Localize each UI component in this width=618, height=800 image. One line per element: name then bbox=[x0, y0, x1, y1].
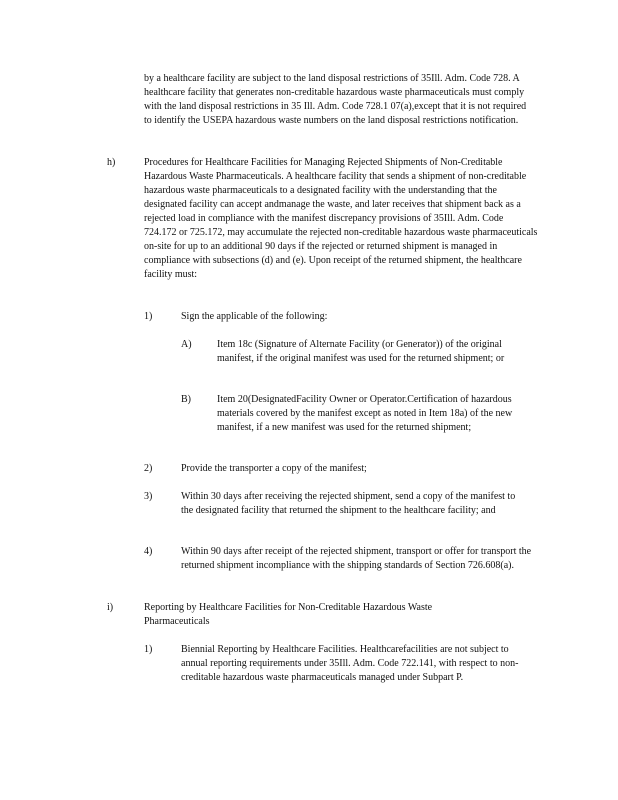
item-4-text: Within 90 days after receipt of the rejected shipment, transport or offer for transport the returned shipment incompliance with the shipping standards of Section 726.608(a). bbox=[181, 546, 532, 571]
intro-paragraph: by a healthcare facility are subject to the land disposal restrictions of 35Ill. Adm. Code 728. A healthcare facility that generates non-creditable hazardous waste pharmaceuticals must comply with the land disposal restrictions in 35 Ill. Adm. Code 728.1 07(a),except that it is not required to identify the USEPA hazardous waste numbers on the land disposal restrictions notification. bbox=[144, 73, 527, 126]
item-1-text: Sign the applicable of the following: bbox=[181, 311, 328, 322]
item-4-label: 4) bbox=[144, 546, 153, 557]
item-1-label: 1) bbox=[144, 311, 153, 322]
subitem-a-text: Item 18c (Signature of Alternate Facility (or Generator)) of the original manifest, if the original manifest was used for the returned shipment; or bbox=[217, 339, 505, 364]
subitem-a-label: A) bbox=[181, 339, 192, 350]
subitem-b-text: Item 20(DesignatedFacility Owner or Operator.Certification of hazardous materials covered by the manifest except as noted in Item 18a) of the new manifest, if a new manifest was used for the returned shipment; bbox=[217, 394, 513, 433]
subitem-b-label: B) bbox=[181, 394, 191, 405]
section-i-item-1-label: 1) bbox=[144, 644, 153, 655]
item-3-label: 3) bbox=[144, 491, 153, 502]
section-i-item-1-text: Biennial Reporting by Healthcare Facilities. Healthcarefacilities are not subject to annual reporting requirements under 35Ill. Adm. Code 722.141, with respect to non-creditable hazardous waste pharmaceuticals managed under Subpart P. bbox=[181, 644, 519, 683]
section-h-text: Procedures for Healthcare Facilities for Managing Rejected Shipments of Non-Creditable Hazardous Waste Pharmaceuticals. A healthcare facility that sends a shipment of non-creditable hazardous waste pharmaceuticals to a designated facility with the understanding that the designated facility can accept andmanage the waste, and later receives that shipment back as a rejected load in compliance with the manifest discrepancy provisions of 35Ill. Adm. Code 724.172 or 725.172, may accumulate the rejected non-creditable hazardous waste pharmaceuticals on-site for up to an additional 90 days if the rejected or returned shipment is managed in compliance with subsections (d) and (e). Upon receipt of the returned shipment, the healthcare facility must: bbox=[144, 157, 538, 280]
item-2-text: Provide the transporter a copy of the manifest; bbox=[181, 463, 367, 474]
item-2-label: 2) bbox=[144, 463, 153, 474]
section-i-text: Reporting by Healthcare Facilities for Non-Creditable Hazardous Waste Pharmaceuticals bbox=[144, 602, 433, 627]
section-i-label: i) bbox=[107, 602, 114, 613]
section-h-label: h) bbox=[107, 157, 116, 168]
item-3-text: Within 30 days after receiving the rejected shipment, send a copy of the manifest to the designated facility that returned the shipment to the healthcare facility; and bbox=[181, 491, 516, 516]
